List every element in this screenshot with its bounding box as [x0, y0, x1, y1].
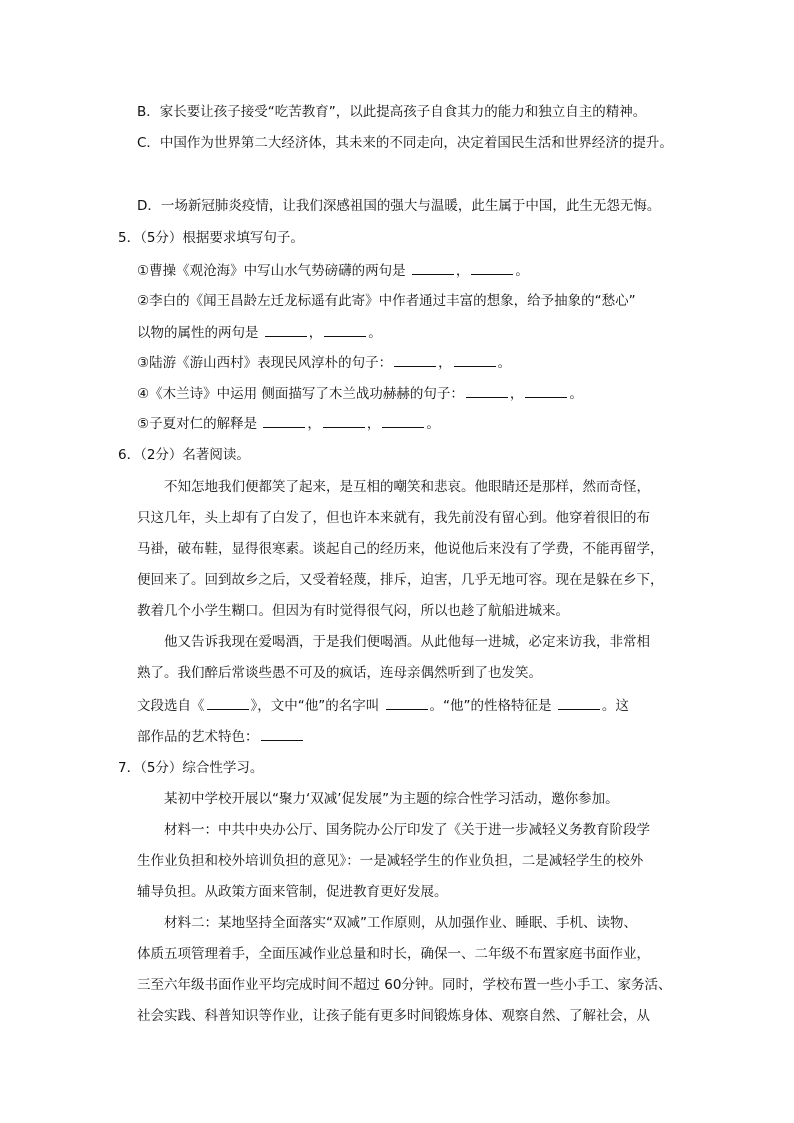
q5-item3-text: ③陆游《游山西村》表现民风淳朴的句子： [137, 355, 393, 371]
q6-p2-line: 他又告诉我现在爱喝酒，于是我们便喝酒。从此他每一进城，必定来访我，非常相 [164, 634, 650, 650]
q6-p1-line: 不知怎地我们便都笑了起来，是互相的嘲笑和悲哀。他眼睛还是那样，然而奇怪， [164, 479, 650, 495]
q5-item2-line2 [137, 322, 382, 342]
answer-blank[interactable] [323, 413, 365, 428]
answer-blank[interactable] [261, 726, 303, 741]
q6-question-line2 [137, 726, 305, 746]
option-c: C．中国作为世界第二大经济体，其未来的不同走向，决定着国民生活和世界经济的提升。 [137, 135, 673, 151]
q5-item5 [137, 413, 440, 433]
q6-q-part1: 文段选自《 [137, 698, 205, 714]
q6-q-part3: 。“他”的性格特征是 [429, 698, 552, 714]
period: 。 [569, 386, 583, 402]
answer-blank[interactable] [263, 413, 305, 428]
answer-blank[interactable] [525, 383, 567, 398]
q6-p1-line: 便回来了。回到故乡之后，又受着轻蔑，排斥，迫害，几乎无地可容。现在是躲在乡下， [137, 572, 664, 588]
answer-blank[interactable] [386, 695, 428, 710]
answer-blank[interactable] [412, 260, 454, 275]
q7-m2-line: 社会实践、科普知识等作业，让孩子能有更多时间锻炼身体、观察自然、了解社会，从 [137, 1008, 650, 1024]
period: 。 [515, 263, 529, 279]
q7-header: 7．（5分）综合性学习。 [118, 760, 264, 776]
q5-item2-text: 以物的属性的两句是 [137, 325, 259, 341]
q6-q-part4: 。这 [601, 698, 629, 714]
q6-q-line2: 部作品的艺术特色： [137, 729, 259, 745]
q7-m2-line: 体质五项管理着手，全面压减作业总量和时长，确保一、二年级不布置家庭书面作业， [137, 946, 650, 962]
comma: ， [455, 263, 470, 279]
answer-blank[interactable] [466, 383, 508, 398]
q5-header: 5．（5分）根据要求填写句子。 [118, 230, 304, 246]
answer-blank[interactable] [324, 322, 366, 337]
q5-item4 [137, 383, 583, 403]
answer-blank[interactable] [454, 352, 496, 367]
comma: ， [509, 386, 524, 402]
answer-blank[interactable] [471, 260, 513, 275]
comma: ， [438, 355, 452, 371]
answer-blank[interactable] [558, 695, 600, 710]
q6-q-part2: 》，文中“他”的名字叫 [250, 698, 380, 714]
option-d: D．一场新冠肺炎疫情，让我们深感祖国的强大与温暖，此生属于中国，此生无怨无悔。 [137, 198, 661, 214]
q5-item5-text: ⑤子夏对仁的解释是 [137, 416, 258, 432]
comma: ， [366, 416, 381, 432]
q6-p1-line: 只这几年，头上却有了白发了，但也许本来就有，我先前没有留心到。他穿着很旧的布 [137, 510, 650, 526]
comma: ， [308, 325, 323, 341]
q5-item1-text: ①曹操《观沧海》中写山水气势磅礴的两句是 [137, 263, 406, 279]
option-b: B．家长要让孩子接受“吃苦教育”，以此提高孩子自食其力的能力和独立自主的精神。 [137, 104, 647, 120]
q7-m1-line: 辅导负担。从政策方面来管制，促进教育更好发展。 [137, 884, 448, 900]
answer-blank[interactable] [394, 352, 436, 367]
q5-item2-line1: ②李白的《闻王昌龄左迁龙标遥有此寄》中作者通过丰富的想象，给予抽象的“愁心” [137, 293, 636, 309]
q6-p1-line: 教着几个小学生糊口。但因为有时觉得很气闷，所以也趁了航船进城来。 [137, 603, 569, 619]
q7-intro: 某初中学校开展以“聚力‘双减’促发展”为主题的综合性学习活动，邀你参加。 [164, 791, 619, 807]
period: 。 [368, 325, 382, 341]
q5-item4-text: ④《木兰诗》中运用 侧面描写了木兰战功赫赫的句子： [137, 386, 464, 402]
q7-m1-line: 材料一：中共中央办公厅、国务院办公厅印发了《关于进一步减轻义务教育阶段学 [164, 822, 650, 838]
period: 。 [426, 416, 440, 432]
answer-blank[interactable] [207, 695, 249, 710]
q7-m2-line: 三至六年级书面作业平均完成时间不超过 60分钟。同时，学校布置一些小手工、家务活、 [137, 977, 672, 993]
period: 。 [497, 355, 512, 371]
comma: ， [307, 416, 321, 432]
answer-blank[interactable] [265, 322, 307, 337]
q5-item3 [137, 352, 511, 372]
q5-item1 [137, 260, 529, 280]
q6-p1-line: 马褂，破布鞋，显得很寒素。谈起自己的经历来，他说他后来没有了学费，不能再留学， [137, 541, 664, 557]
q6-question-line1 [137, 695, 629, 715]
q6-header: 6．（2分）名著阅读。 [118, 447, 250, 463]
q6-p2-line: 熟了。我们醉后常谈些愚不可及的疯话，连母亲偶然听到了也发笑。 [137, 665, 542, 681]
q7-m1-line: 生作业负担和校外培训负担的意见》：一是减轻学生的作业负担，二是减轻学生的校外 [137, 853, 644, 869]
answer-blank[interactable] [382, 413, 424, 428]
q7-m2-line: 材料二：某地坚持全面落实“双减”工作原则，从加强作业、睡眠、手机、读物、 [164, 915, 637, 931]
